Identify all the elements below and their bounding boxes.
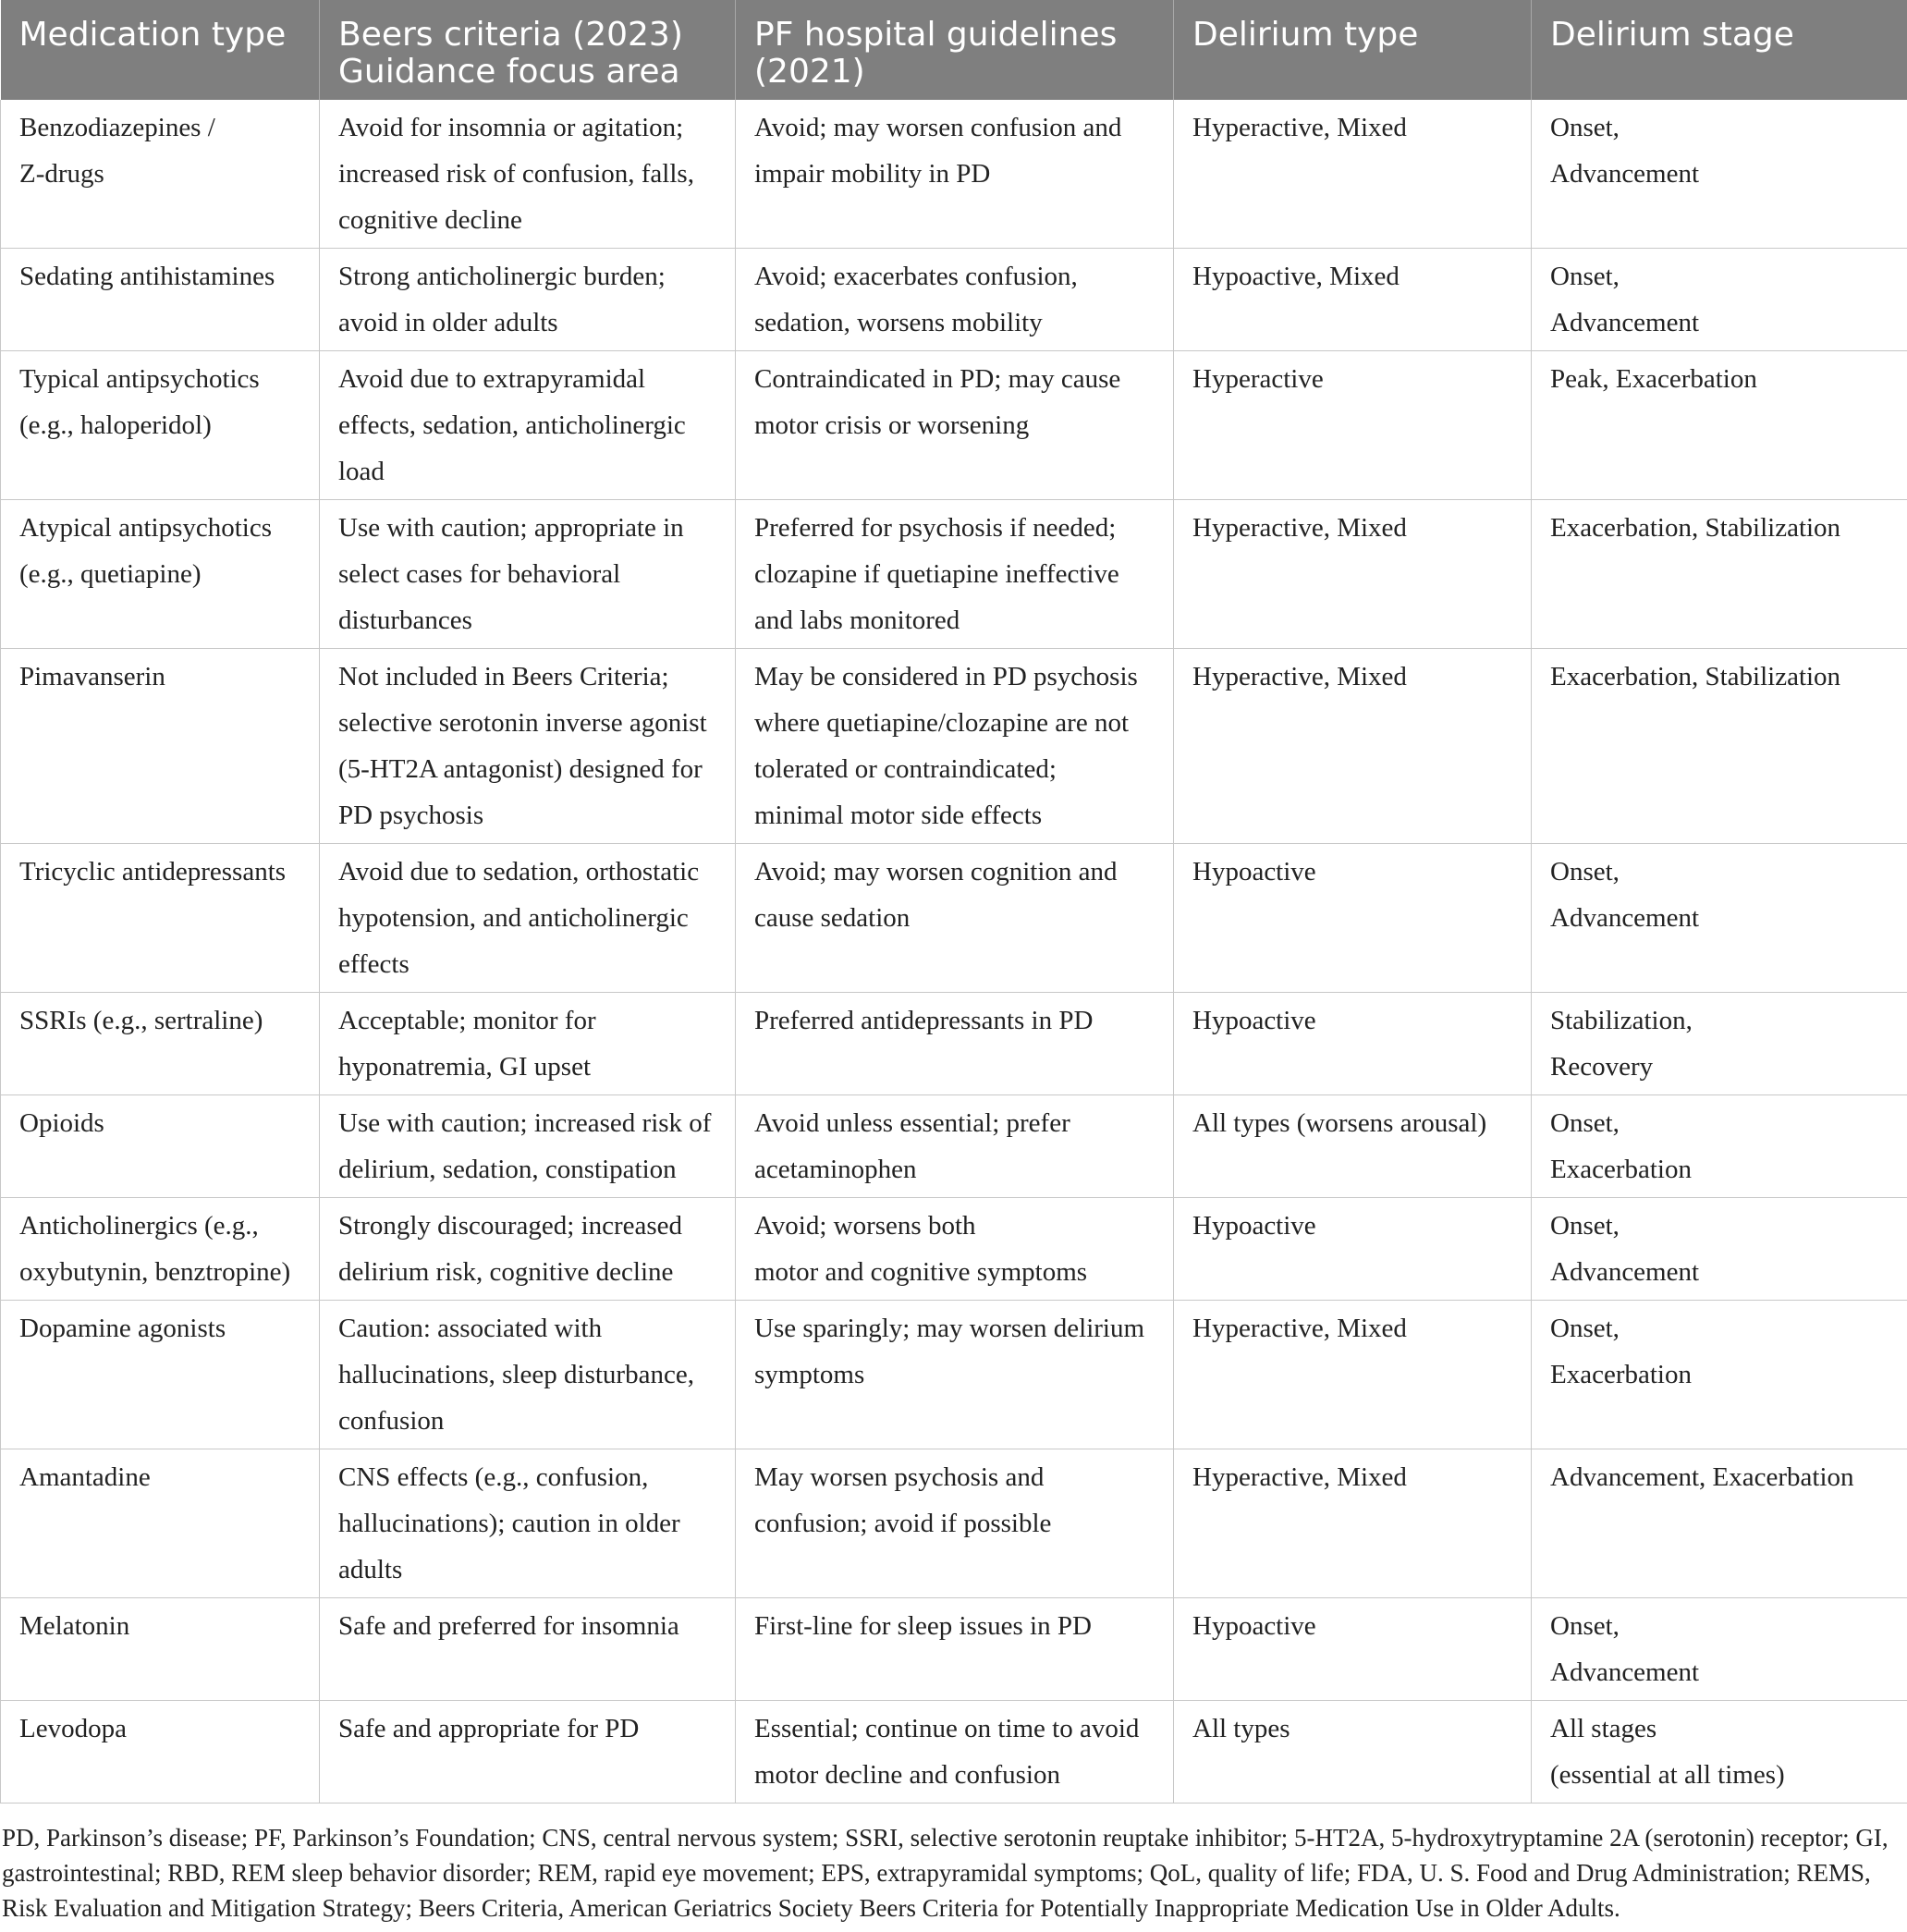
delirium-stage-cell: Exacerbation, Stabilization	[1532, 649, 1907, 844]
pf-guidelines-cell: Essential; continue on time to avoid motor decline and confusion	[736, 1701, 1174, 1804]
beers-criteria-cell: Use with caution; increased risk of delirium, sedation, constipation	[320, 1095, 736, 1198]
table-row	[1, 500, 1907, 649]
table-row	[1, 993, 1907, 1095]
pf-guidelines-cell: Preferred for psychosis if needed; clozapine if quetiapine ineffective and labs monitored	[736, 500, 1174, 649]
delirium-stage-cell: Advancement, Exacerbation	[1532, 1449, 1907, 1598]
beers-criteria-cell: Avoid due to extrapyramidal effects, sedation, anticholinergic load	[320, 351, 736, 500]
medication-type-cell: Tricyclic antidepressants	[1, 844, 320, 993]
beers-criteria-cell: CNS effects (e.g., confusion, hallucinations); caution in older adults	[320, 1449, 736, 1598]
medication-type-cell: Pimavanserin	[1, 649, 320, 844]
delirium-type-cell: Hyperactive, Mixed	[1174, 1449, 1532, 1598]
medication-type-cell: SSRIs (e.g., sertraline)	[1, 993, 320, 1095]
delirium-stage-cell: Onset, Advancement	[1532, 1198, 1907, 1301]
delirium-type-cell: Hypoactive	[1174, 1198, 1532, 1301]
pf-guidelines-cell: May be considered in PD psychosis where quetiapine/clozapine are not tolerated or contraindicated; minimal motor side effects	[736, 649, 1174, 844]
medication-type-cell: Anticholinergics (e.g., oxybutynin, benztropine)	[1, 1198, 320, 1301]
delirium-type-cell: Hypoactive	[1174, 1598, 1532, 1701]
table-row	[1, 649, 1907, 844]
medication-type-cell: Dopamine agonists	[1, 1301, 320, 1449]
beers-criteria-cell: Safe and preferred for insomnia	[320, 1598, 736, 1701]
header-row	[1, 0, 1907, 100]
table-row	[1, 249, 1907, 351]
table-row	[1, 100, 1907, 249]
pf-guidelines-cell: Avoid; may worsen confusion and impair mobility in PD	[736, 100, 1174, 249]
table-body	[1, 100, 1907, 1804]
table-row	[1, 844, 1907, 993]
pf-guidelines-cell: Avoid; worsens both motor and cognitive symptoms	[736, 1198, 1174, 1301]
delirium-type-cell: Hyperactive, Mixed	[1174, 500, 1532, 649]
delirium-stage-cell: Peak, Exacerbation	[1532, 351, 1907, 500]
beers-criteria-cell: Use with caution; appropriate in select cases for behavioral disturbances	[320, 500, 736, 649]
delirium-stage-cell: Onset, Advancement	[1532, 100, 1907, 249]
delirium-stage-cell: Stabilization, Recovery	[1532, 993, 1907, 1095]
medication-type-cell: Benzodiazepines / Z-drugs	[1, 100, 320, 249]
delirium-type-cell: All types	[1174, 1701, 1532, 1804]
delirium-type-cell: All types (worsens arousal)	[1174, 1095, 1532, 1198]
medication-type-cell: Sedating antihistamines	[1, 249, 320, 351]
medication-type-cell: Melatonin	[1, 1598, 320, 1701]
beers-criteria-cell: Caution: associated with hallucinations, sleep disturbance, confusion	[320, 1301, 736, 1449]
beers-criteria-cell: Strongly discouraged; increased delirium risk, cognitive decline	[320, 1198, 736, 1301]
medication-type-cell: Levodopa	[1, 1701, 320, 1804]
delirium-type-cell: Hyperactive, Mixed	[1174, 1301, 1532, 1449]
pf-guidelines-cell: Use sparingly; may worsen delirium symptoms	[736, 1301, 1174, 1449]
table-row	[1, 1701, 1907, 1804]
beers-criteria-cell: Not included in Beers Criteria; selective serotonin inverse agonist (5-HT2A antagonist) designed for PD psychosis	[320, 649, 736, 844]
table-row	[1, 1598, 1907, 1701]
medication-type-cell: Atypical antipsychotics (e.g., quetiapine)	[1, 500, 320, 649]
pf-guidelines-cell: Avoid; may worsen cognition and cause sedation	[736, 844, 1174, 993]
header-medication-type: Medication type	[1, 0, 320, 100]
delirium-type-cell: Hypoactive, Mixed	[1174, 249, 1532, 351]
pf-guidelines-cell: Avoid unless essential; prefer acetaminophen	[736, 1095, 1174, 1198]
delirium-type-cell: Hyperactive, Mixed	[1174, 100, 1532, 249]
medication-type-cell: Opioids	[1, 1095, 320, 1198]
beers-criteria-cell: Avoid due to sedation, orthostatic hypotension, and anticholinergic effects	[320, 844, 736, 993]
delirium-stage-cell: Onset, Advancement	[1532, 249, 1907, 351]
medication-type-cell: Amantadine	[1, 1449, 320, 1598]
header-beers-criteria: Beers criteria (2023) Guidance focus area	[320, 0, 736, 100]
pf-guidelines-cell: First-line for sleep issues in PD	[736, 1598, 1174, 1701]
pf-guidelines-cell: Preferred antidepressants in PD	[736, 993, 1174, 1095]
table-row	[1, 1301, 1907, 1449]
pf-guidelines-cell: Contraindicated in PD; may cause motor crisis or worsening	[736, 351, 1174, 500]
table-row	[1, 1198, 1907, 1301]
delirium-type-cell: Hypoactive	[1174, 993, 1532, 1095]
pf-guidelines-cell: Avoid; exacerbates confusion, sedation, worsens mobility	[736, 249, 1174, 351]
table-row	[1, 1449, 1907, 1598]
pf-guidelines-cell: May worsen psychosis and confusion; avoid if possible	[736, 1449, 1174, 1598]
beers-criteria-cell: Strong anticholinergic burden; avoid in older adults	[320, 249, 736, 351]
table-row	[1, 351, 1907, 500]
header-delirium-type: Delirium type	[1174, 0, 1532, 100]
delirium-type-cell: Hypoactive	[1174, 844, 1532, 993]
header-pf-guidelines: PF hospital guidelines (2021)	[736, 0, 1174, 100]
delirium-type-cell: Hyperactive, Mixed	[1174, 649, 1532, 844]
delirium-stage-cell: All stages (essential at all times)	[1532, 1701, 1907, 1804]
beers-criteria-cell: Safe and appropriate for PD	[320, 1701, 736, 1804]
delirium-stage-cell: Onset, Exacerbation	[1532, 1301, 1907, 1449]
beers-criteria-cell: Acceptable; monitor for hyponatremia, GI upset	[320, 993, 736, 1095]
beers-criteria-cell: Avoid for insomnia or agitation; increased risk of confusion, falls, cognitive decline	[320, 100, 736, 249]
table-row	[1, 1095, 1907, 1198]
header-delirium-stage: Delirium stage	[1532, 0, 1907, 100]
delirium-type-cell: Hyperactive	[1174, 351, 1532, 500]
delirium-stage-cell: Onset, Advancement	[1532, 1598, 1907, 1701]
delirium-stage-cell: Onset, Advancement	[1532, 844, 1907, 993]
table-header	[1, 0, 1907, 100]
table-footnote: PD, Parkinson’s disease; PF, Parkinson’s Foundation; CNS, central nervous system; SSRI, selective serotonin reuptake inhibitor; 5-HT2A, 5-hydroxytryptamine 2A (serotonin) receptor; GI, gastrointestinal; RBD, REM sleep behavior disorder; REM, rapid eye movement; EPS, extrapyramidal symptoms; QoL, quality of life; FDA, U. S. Food and Drug Administration; REMS, Risk Evaluation and Mitigation Strategy; Beers Criteria, American Geriatrics Society Beers Criteria for Potentially Inappropriate Medication Use in Older Adults.	[2, 1824, 1889, 1922]
delirium-stage-cell: Onset, Exacerbation	[1532, 1095, 1907, 1198]
medication-type-cell: Typical antipsychotics (e.g., haloperidol)	[1, 351, 320, 500]
delirium-stage-cell: Exacerbation, Stabilization	[1532, 500, 1907, 649]
